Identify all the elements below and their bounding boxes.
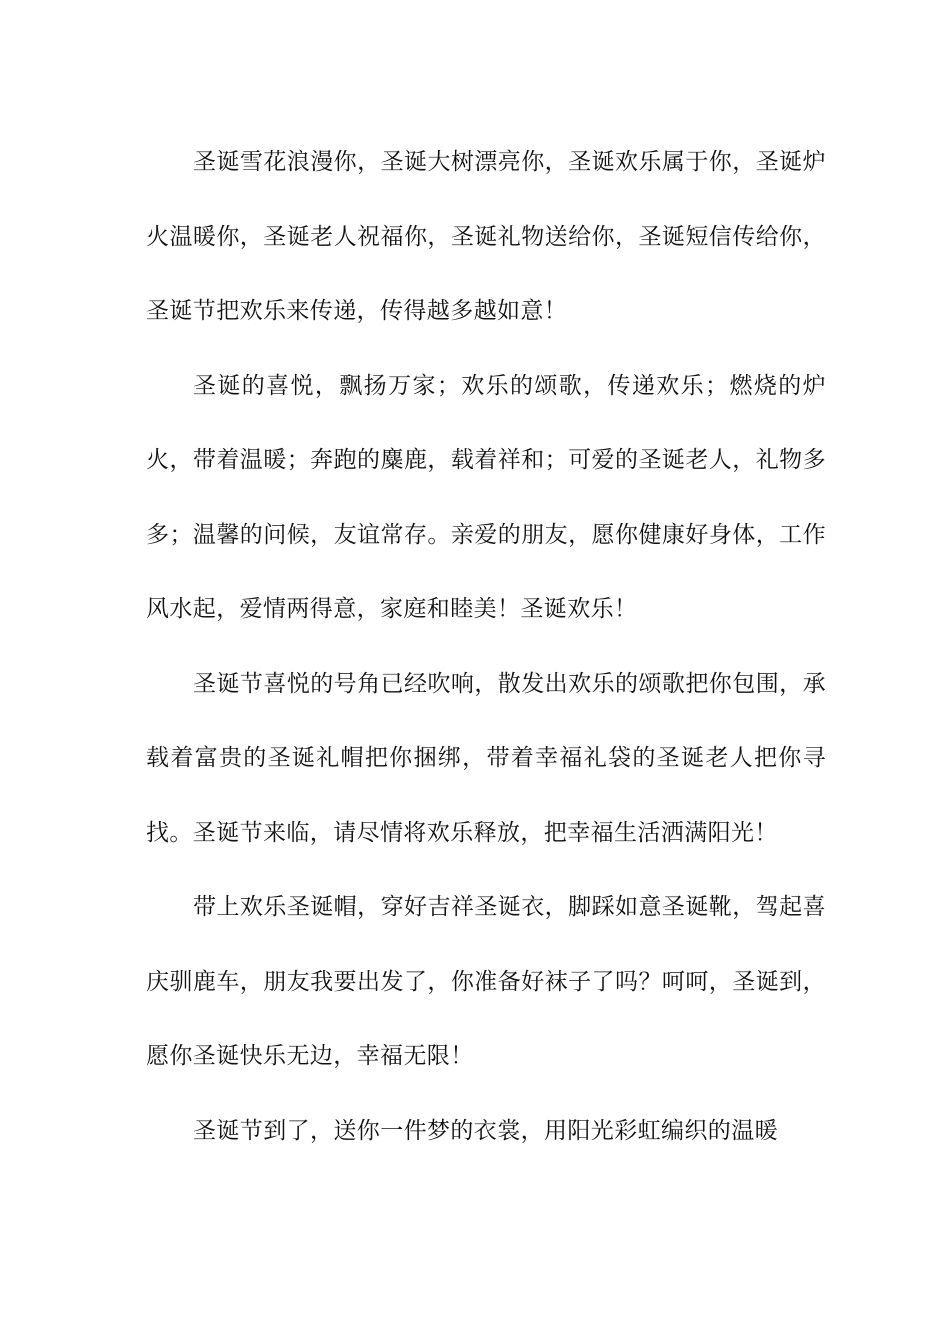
- paragraph-3: 圣诞节喜悦的号角已经吹响，散发出欢乐的颂歌把你包围，承载着富贵的圣诞礼帽把你捆绑，带着幸福礼袋的圣诞老人把你寻找。圣诞节来临，请尽情将欢乐释放，把幸福生活洒满阳光！: [146, 670, 826, 846]
- paragraph-5: 圣诞节到了，送你一件梦的衣裳，用阳光彩虹编织的温暖: [193, 1117, 778, 1144]
- paragraph-4: 带上欢乐圣诞帽，穿好吉祥圣诞衣，脚踩如意圣诞靴，驾起喜庆驯鹿车，朋友我要出发了，你准备好袜子了吗？呵呵，圣诞到，愿你圣诞快乐无边，幸福无限！: [146, 894, 826, 1069]
- paragraph-1: 圣诞雪花浪漫你，圣诞大树漂亮你，圣诞欢乐属于你，圣诞炉火温暖你，圣诞老人祝福你，圣诞礼物送给你，圣诞短信传给你，圣诞节把欢乐来传递，传得越多越如意！: [146, 149, 826, 324]
- paragraph-2: 圣诞的喜悦，飘扬万家；欢乐的颂歌，传递欢乐；燃烧的炉火，带着温暖；奔跑的麋鹿，载着祥和；可爱的圣诞老人，礼物多多；温馨的问候，友谊常存。亲爱的朋友，愿你健康好身体，工作风水起，爱情两得意，家庭和睦美！圣诞欢乐！: [146, 372, 826, 622]
- document-body: [146, 125, 826, 1168]
